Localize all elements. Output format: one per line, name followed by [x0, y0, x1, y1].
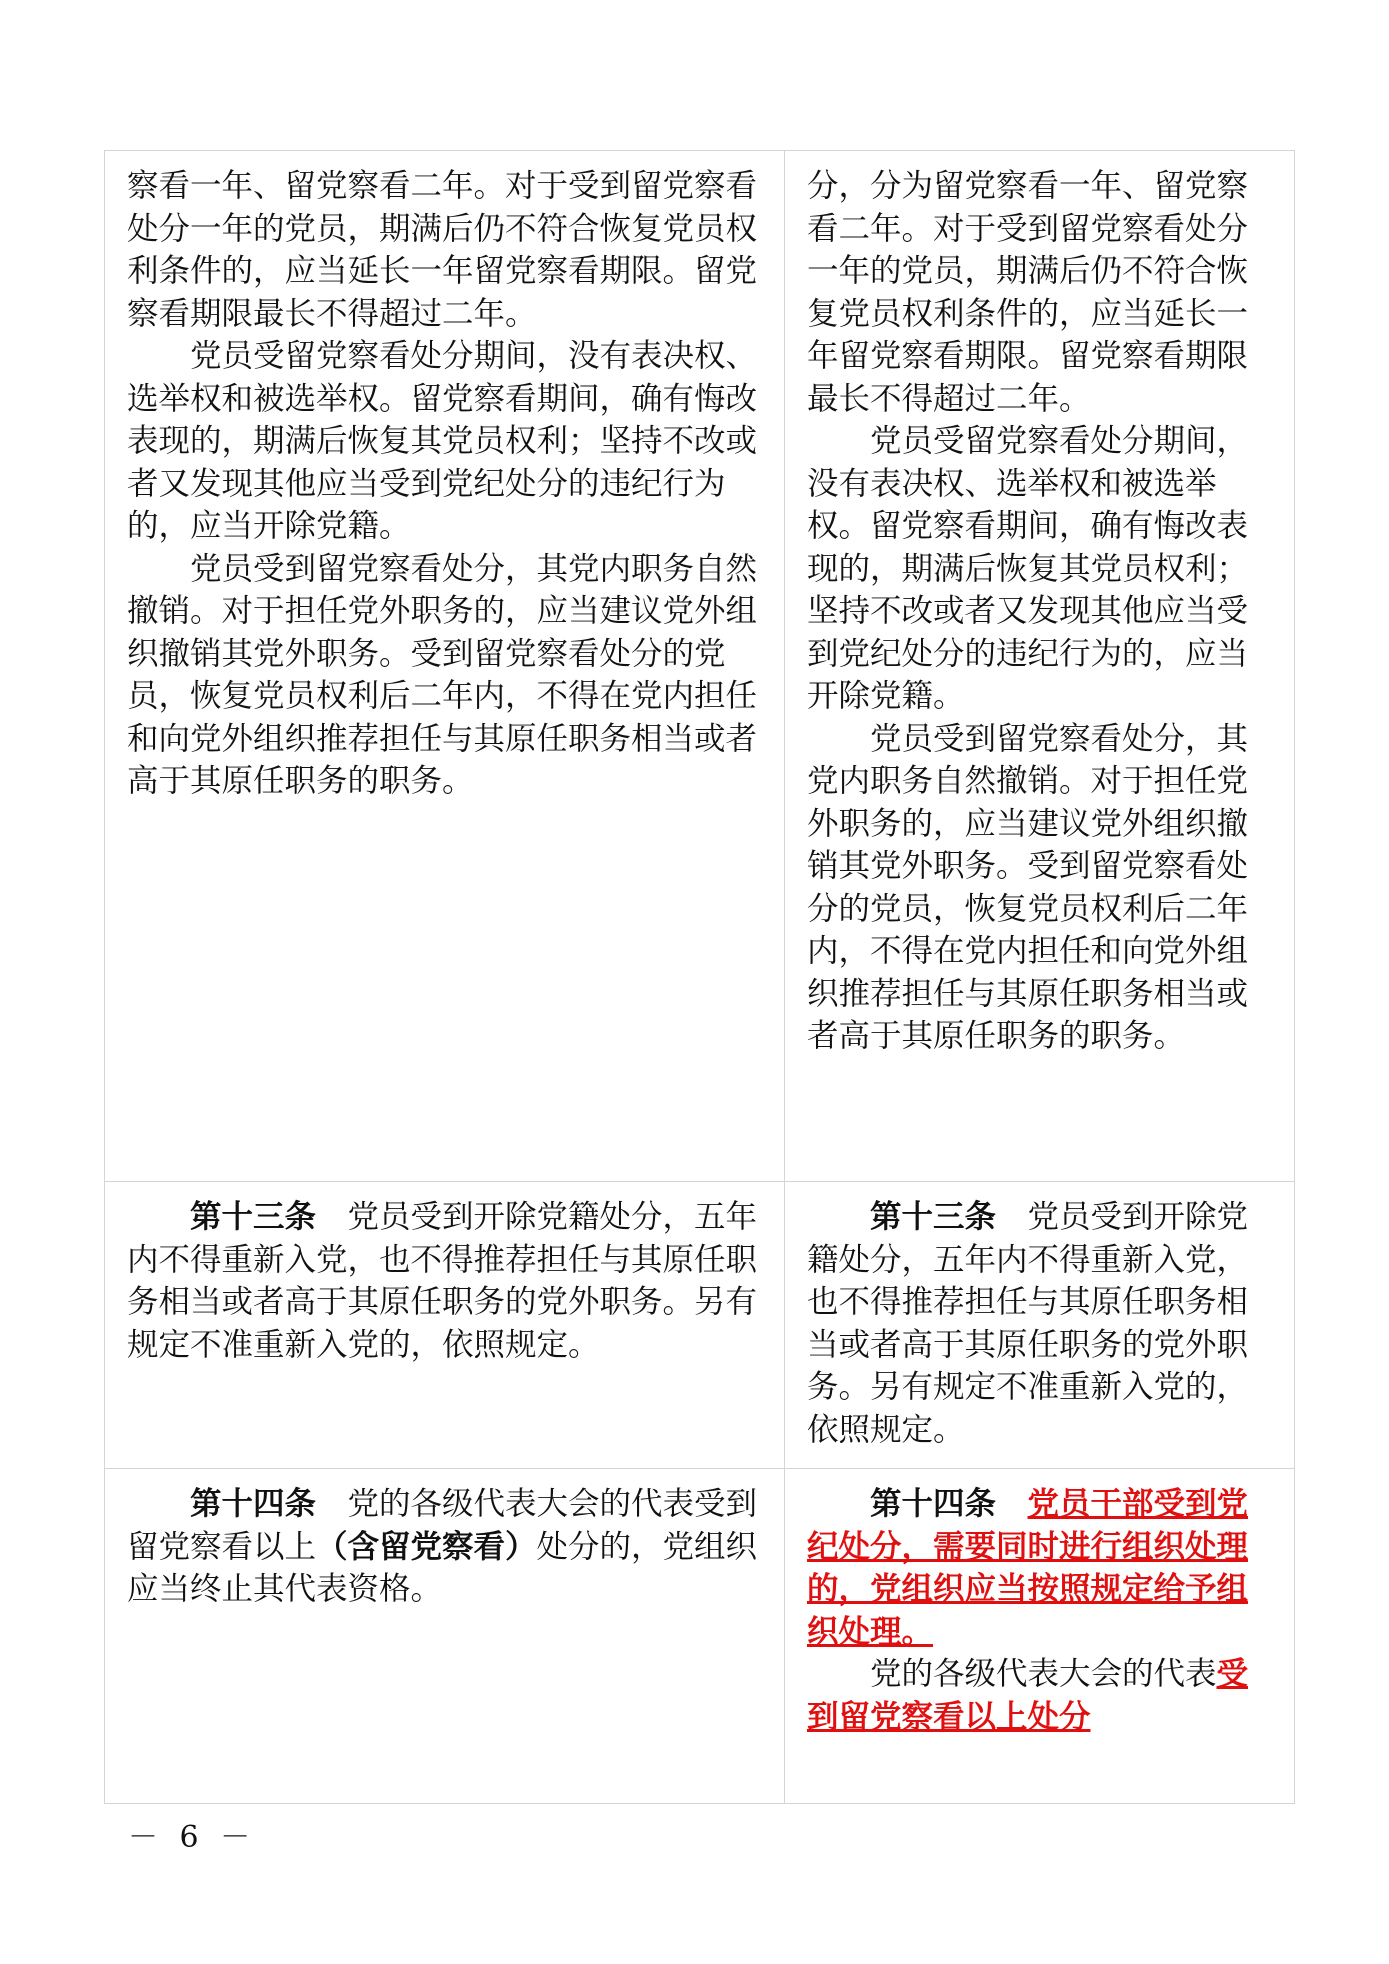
left-cell — [105, 151, 785, 1182]
article-number: 第十三条 — [190, 1199, 317, 1235]
left-cell — [105, 1469, 785, 1804]
article-text: 党的各级代表大会的代表受到留党察看以上 — [127, 1486, 758, 1565]
paragraph — [807, 1196, 1272, 1451]
article-text: 党员受到开除党籍处分，五年内不得重新入党，也不得推荐担任与其原任职务相当或者高于其原任职务的党外职务。另有规定不准重新入党的，依照规定。 — [127, 1199, 758, 1363]
bold-text: （含留党察看） — [316, 1528, 537, 1565]
paragraph — [127, 1196, 762, 1366]
right-cell — [785, 1469, 1295, 1804]
paragraph: 察看一年、留党察看二年。对于受到留党察看处分一年的党员，期满后仍不符合恢复党员权利条件的，应当延长一年留党察看期限。留党察看期限最长不得超过二年。 — [127, 168, 758, 332]
comparison-table — [104, 150, 1295, 1804]
article-text: 处分的，党组织应当终止其代表资格。 — [127, 1528, 758, 1607]
article-number: 第十四条 — [870, 1486, 997, 1522]
right-cell — [785, 1182, 1295, 1469]
article-number: 第十三条 — [870, 1199, 997, 1235]
paragraph — [807, 1483, 1272, 1653]
article-text: 党员受到开除党籍处分，五年内不得重新入党，也不得推荐担任与其原任职务相当或者高于其原任职务的党外职务。另有规定不准重新入党的，依照规定。 — [807, 1199, 1249, 1448]
added-text: 受到留党察看以上处分 — [807, 1656, 1249, 1735]
article-text: 党的各级代表大会的代表 — [870, 1656, 1217, 1692]
table-row — [105, 1469, 1295, 1804]
paragraph: 分，分为留党察看一年、留党察看二年。对于受到留党察看处分一年的党员，期满后仍不符合恢复党员权利条件的，应当延长一年留党察看期限。留党察看期限最长不得超过二年。 — [807, 168, 1249, 417]
table-row — [105, 1182, 1295, 1469]
left-cell — [105, 1182, 785, 1469]
paragraph: 党员受到留党察看处分，其党内职务自然撤销。对于担任党外职务的，应当建议党外组织撤销其党外职务。受到留党察看处分的党员，恢复党员权利后二年内，不得在党内担任和向党外组织推荐担任与其原任职务相当或者高于其原任职务的职务。 — [127, 550, 758, 799]
paragraph — [127, 1483, 762, 1611]
table-row — [105, 151, 1295, 1182]
paragraph: 党员受到留党察看处分，其党内职务自然撤销。对于担任党外职务的，应当建议党外组织撤销其党外职务。受到留党察看处分的党员，恢复党员权利后二年内，不得在党内担任和向党外组织推荐担任与其原任职务相当或者高于其原任职务的职务。 — [807, 720, 1249, 1054]
right-cell — [785, 151, 1295, 1182]
page-number: － 6 － — [128, 1820, 257, 1855]
added-text: 党员干部受到党纪处分，需要同时进行组织处理的，党组织应当按照规定给予组织处理。 — [807, 1486, 1249, 1650]
paragraph — [807, 1653, 1272, 1738]
paragraph: 党员受留党察看处分期间，没有表决权、选举权和被选举权。留党察看期间，确有悔改表现的，期满后恢复其党员权利；坚持不改或者又发现其他应当受到党纪处分的违纪行为的，应当开除党籍。 — [807, 423, 1249, 714]
paragraph: 党员受留党察看处分期间，没有表决权、选举权和被选举权。留党察看期间，确有悔改表现的，期满后恢复其党员权利；坚持不改或者又发现其他应当受到党纪处分的违纪行为的，应当开除党籍。 — [127, 338, 758, 544]
article-number: 第十四条 — [190, 1486, 317, 1522]
